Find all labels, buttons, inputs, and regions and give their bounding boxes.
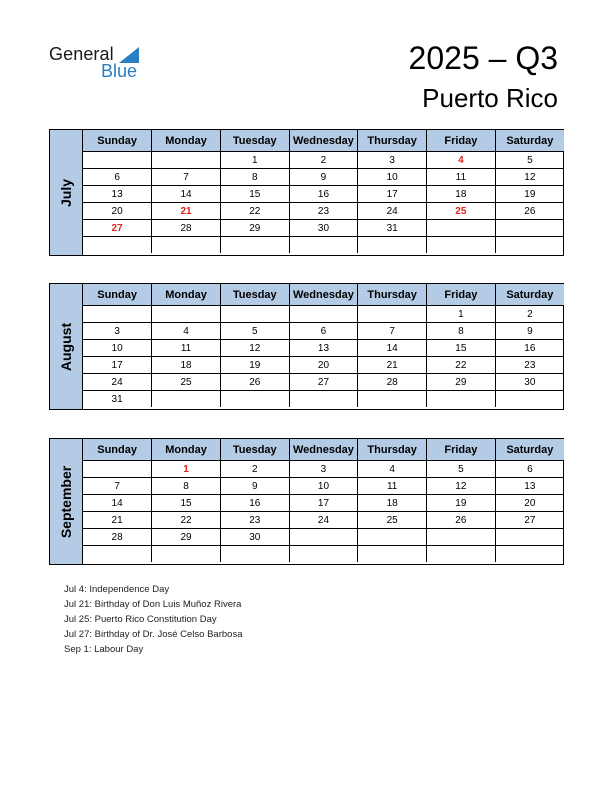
week-row xyxy=(83,186,564,203)
day-cell xyxy=(152,391,221,408)
day-cell: 12 xyxy=(220,340,289,357)
day-cell: 31 xyxy=(358,220,427,237)
day-cell: 17 xyxy=(83,357,152,374)
day-cell xyxy=(152,152,221,169)
day-cell: 8 xyxy=(427,323,496,340)
day-cell: 14 xyxy=(358,340,427,357)
day-cell: 15 xyxy=(152,495,221,512)
month-label xyxy=(50,439,83,564)
day-cell: 23 xyxy=(289,203,358,220)
day-cell xyxy=(289,529,358,546)
day-cell xyxy=(495,220,564,237)
weekday-header: Thursday xyxy=(358,284,427,306)
day-cell: 3 xyxy=(83,323,152,340)
weekday-header: Monday xyxy=(152,439,221,461)
week-row xyxy=(83,391,564,408)
day-cell: 1 xyxy=(220,152,289,169)
day-cell: 15 xyxy=(220,186,289,203)
logo-text-blue: Blue xyxy=(101,61,138,81)
weekday-header: Friday xyxy=(427,284,496,306)
day-cell: 17 xyxy=(289,495,358,512)
month-calendar-august xyxy=(49,283,564,410)
week-row xyxy=(83,529,564,546)
month-name: August xyxy=(58,322,74,371)
day-cell xyxy=(495,529,564,546)
weekday-header-row xyxy=(83,439,564,461)
day-cell: 19 xyxy=(220,357,289,374)
weekday-header-row xyxy=(83,130,564,152)
weekday-header: Wednesday xyxy=(289,130,358,152)
week-row xyxy=(83,237,564,254)
day-cell xyxy=(289,237,358,254)
day-cell xyxy=(358,391,427,408)
day-cell: 26 xyxy=(427,512,496,529)
day-cell: 7 xyxy=(152,169,221,186)
day-cell: 23 xyxy=(495,357,564,374)
day-cell xyxy=(427,391,496,408)
day-cell xyxy=(427,529,496,546)
month-label xyxy=(50,130,83,255)
day-cell: 3 xyxy=(289,461,358,478)
day-cell xyxy=(220,546,289,563)
day-cell: 2 xyxy=(289,152,358,169)
day-cell: 28 xyxy=(358,374,427,391)
day-cell xyxy=(289,391,358,408)
day-cell xyxy=(289,546,358,563)
week-row xyxy=(83,203,564,220)
week-row xyxy=(83,478,564,495)
holiday-notes xyxy=(64,582,242,657)
month-calendar-september xyxy=(49,438,564,565)
day-cell: 13 xyxy=(495,478,564,495)
day-cell: 16 xyxy=(220,495,289,512)
day-cell: 27 xyxy=(83,220,152,237)
day-cell: 6 xyxy=(495,461,564,478)
day-cell: 24 xyxy=(83,374,152,391)
day-cell: 9 xyxy=(495,323,564,340)
weekday-header: Tuesday xyxy=(220,130,289,152)
week-row xyxy=(83,323,564,340)
day-cell xyxy=(220,391,289,408)
day-cell: 1 xyxy=(152,461,221,478)
day-cell: 30 xyxy=(495,374,564,391)
day-cell: 10 xyxy=(83,340,152,357)
day-cell: 26 xyxy=(495,203,564,220)
weekday-header: Saturday xyxy=(495,439,564,461)
day-cell: 9 xyxy=(289,169,358,186)
weekday-header: Thursday xyxy=(358,439,427,461)
day-cell xyxy=(495,546,564,563)
day-cell: 6 xyxy=(289,323,358,340)
weekday-header: Friday xyxy=(427,439,496,461)
day-cell: 29 xyxy=(220,220,289,237)
weekday-header: Tuesday xyxy=(220,284,289,306)
day-cell: 6 xyxy=(83,169,152,186)
day-cell: 29 xyxy=(427,374,496,391)
day-cell: 8 xyxy=(220,169,289,186)
day-cell: 5 xyxy=(427,461,496,478)
day-cell: 13 xyxy=(289,340,358,357)
week-row xyxy=(83,495,564,512)
day-cell xyxy=(427,220,496,237)
month-calendar-july xyxy=(49,129,564,256)
holiday-note: Sep 1: Labour Day xyxy=(64,644,144,655)
day-cell xyxy=(83,152,152,169)
holiday-note: Jul 21: Birthday of Don Luis Muñoz Rivera xyxy=(64,599,242,610)
day-cell: 16 xyxy=(289,186,358,203)
weekday-header: Wednesday xyxy=(289,439,358,461)
weekday-header: Sunday xyxy=(83,284,152,306)
month-name: July xyxy=(58,178,74,207)
day-cell: 4 xyxy=(358,461,427,478)
month-grid xyxy=(83,284,564,407)
weekday-header: Monday xyxy=(152,284,221,306)
day-cell: 30 xyxy=(220,529,289,546)
weekday-header: Saturday xyxy=(495,130,564,152)
day-cell: 23 xyxy=(220,512,289,529)
day-cell: 18 xyxy=(358,495,427,512)
day-cell: 4 xyxy=(152,323,221,340)
day-cell: 24 xyxy=(289,512,358,529)
week-row xyxy=(83,512,564,529)
day-cell: 28 xyxy=(152,220,221,237)
day-cell xyxy=(83,306,152,323)
day-cell: 30 xyxy=(289,220,358,237)
week-row xyxy=(83,374,564,391)
day-cell: 18 xyxy=(427,186,496,203)
day-cell: 29 xyxy=(152,529,221,546)
month-name: September xyxy=(58,465,74,538)
day-cell xyxy=(220,237,289,254)
day-cell: 11 xyxy=(427,169,496,186)
day-cell: 5 xyxy=(495,152,564,169)
day-cell: 11 xyxy=(358,478,427,495)
day-cell xyxy=(427,237,496,254)
weekday-header: Sunday xyxy=(83,130,152,152)
month-grid xyxy=(83,130,564,253)
weekday-header-row xyxy=(83,284,564,306)
day-cell: 31 xyxy=(83,391,152,408)
day-cell: 2 xyxy=(495,306,564,323)
generalblue-logo xyxy=(49,44,149,84)
week-row xyxy=(83,169,564,186)
week-row xyxy=(83,306,564,323)
day-cell: 1 xyxy=(427,306,496,323)
week-row xyxy=(83,220,564,237)
day-cell: 4 xyxy=(427,152,496,169)
day-cell: 25 xyxy=(427,203,496,220)
day-cell: 21 xyxy=(152,203,221,220)
day-cell: 24 xyxy=(358,203,427,220)
day-cell xyxy=(83,461,152,478)
logo-text-general: General xyxy=(49,44,114,64)
weekday-header: Thursday xyxy=(358,130,427,152)
page-title: 2025 – Q3 xyxy=(408,40,558,76)
day-cell: 26 xyxy=(220,374,289,391)
week-row xyxy=(83,546,564,563)
week-row xyxy=(83,357,564,374)
day-cell xyxy=(358,237,427,254)
day-cell xyxy=(289,306,358,323)
month-label xyxy=(50,284,83,409)
weekday-header: Tuesday xyxy=(220,439,289,461)
day-cell: 8 xyxy=(152,478,221,495)
day-cell xyxy=(358,546,427,563)
day-cell: 20 xyxy=(495,495,564,512)
day-cell: 22 xyxy=(220,203,289,220)
holiday-note: Jul 4: Independence Day xyxy=(64,584,170,595)
day-cell xyxy=(495,391,564,408)
day-cell: 28 xyxy=(83,529,152,546)
day-cell: 13 xyxy=(83,186,152,203)
day-cell xyxy=(358,306,427,323)
day-cell: 19 xyxy=(495,186,564,203)
day-cell: 22 xyxy=(427,357,496,374)
weekday-header: Sunday xyxy=(83,439,152,461)
week-row xyxy=(83,461,564,478)
day-cell: 18 xyxy=(152,357,221,374)
day-cell xyxy=(358,529,427,546)
week-row xyxy=(83,340,564,357)
day-cell: 11 xyxy=(152,340,221,357)
day-cell: 10 xyxy=(358,169,427,186)
day-cell: 7 xyxy=(83,478,152,495)
month-grid xyxy=(83,439,564,562)
day-cell: 2 xyxy=(220,461,289,478)
day-cell: 3 xyxy=(358,152,427,169)
week-row xyxy=(83,152,564,169)
day-cell: 25 xyxy=(358,512,427,529)
day-cell xyxy=(83,237,152,254)
day-cell: 21 xyxy=(358,357,427,374)
day-cell: 15 xyxy=(427,340,496,357)
day-cell: 14 xyxy=(152,186,221,203)
holiday-note: Jul 25: Puerto Rico Constitution Day xyxy=(64,614,217,625)
day-cell xyxy=(495,237,564,254)
holiday-note: Jul 27: Birthday of Dr. José Celso Barbosa xyxy=(64,629,243,640)
weekday-header: Friday xyxy=(427,130,496,152)
day-cell: 17 xyxy=(358,186,427,203)
day-cell xyxy=(152,237,221,254)
day-cell xyxy=(152,546,221,563)
day-cell: 12 xyxy=(427,478,496,495)
day-cell xyxy=(152,306,221,323)
day-cell: 19 xyxy=(427,495,496,512)
day-cell: 22 xyxy=(152,512,221,529)
day-cell xyxy=(220,306,289,323)
day-cell: 20 xyxy=(289,357,358,374)
day-cell: 5 xyxy=(220,323,289,340)
weekday-header: Monday xyxy=(152,130,221,152)
day-cell: 12 xyxy=(495,169,564,186)
day-cell: 9 xyxy=(220,478,289,495)
day-cell: 10 xyxy=(289,478,358,495)
day-cell: 16 xyxy=(495,340,564,357)
day-cell: 21 xyxy=(83,512,152,529)
day-cell: 25 xyxy=(152,374,221,391)
day-cell: 27 xyxy=(289,374,358,391)
day-cell xyxy=(427,546,496,563)
day-cell: 7 xyxy=(358,323,427,340)
day-cell xyxy=(83,546,152,563)
day-cell: 27 xyxy=(495,512,564,529)
weekday-header: Saturday xyxy=(495,284,564,306)
page-subtitle: Puerto Rico xyxy=(422,83,558,113)
day-cell: 14 xyxy=(83,495,152,512)
day-cell: 20 xyxy=(83,203,152,220)
weekday-header: Wednesday xyxy=(289,284,358,306)
